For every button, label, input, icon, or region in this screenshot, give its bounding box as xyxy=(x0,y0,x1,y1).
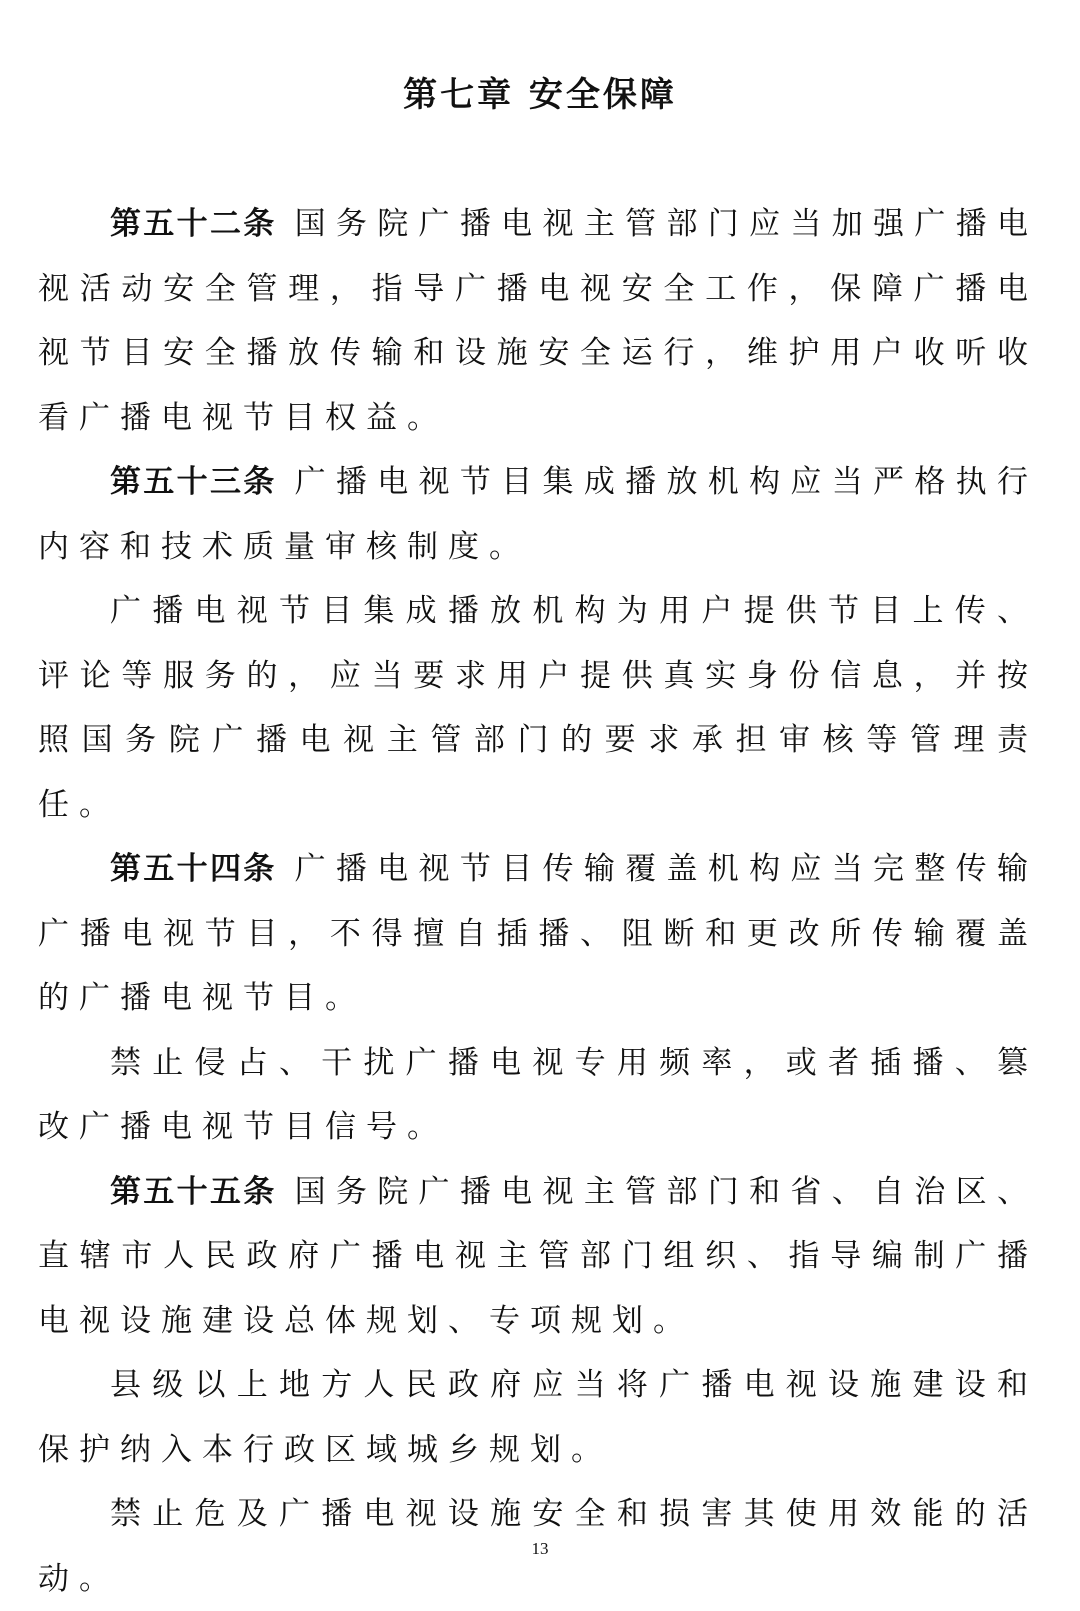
chapter-title: 第七章 安全保障 xyxy=(403,75,677,115)
page-number: 13 xyxy=(531,1539,549,1558)
article-53-label: 第五十三条 xyxy=(110,464,277,500)
article-54-clause-2: 禁止侵占、干扰广播电视专用频率，或者插播、篡改广播电视节目信号。 xyxy=(38,1044,1038,1145)
article-52-text: 国务院广播电视主管部门应当加强广播电视活动安全管理，指导广播电视安全工作，保障广播电视节目安全播放传输和设施安全运行，维护用户收听收看广播电视节目权益。 xyxy=(38,206,1039,436)
article-52-label: 第五十二条 xyxy=(110,206,277,242)
article-54-label: 第五十四条 xyxy=(110,851,277,887)
article-53-text: 广播电视节目集成播放机构应当严格执行内容和技术质量审核制度。 xyxy=(38,464,1039,565)
document-body xyxy=(38,192,1038,1611)
article-54-paragraph xyxy=(38,837,1038,1031)
article-55-clause-2: 县级以上地方人民政府应当将广播电视设施建设和保护纳入本行政区域城乡规划。 xyxy=(38,1367,1038,1468)
article-53-clause-2: 广播电视节目集成播放机构为用户提供节目上传、评论等服务的，应当要求用户提供真实身份信息，并按照国务院广播电视主管部门的要求承担审核等管理责任。 xyxy=(38,593,1038,823)
article-53-paragraph xyxy=(38,450,1038,579)
article-55-paragraph xyxy=(38,1160,1038,1354)
article-54-text: 广播电视节目传输覆盖机构应当完整传输广播电视节目，不得擅自插播、阻断和更改所传输覆盖的广播电视节目。 xyxy=(38,851,1039,1016)
article-55-clause-3: 禁止危及广播电视设施安全和损害其使用效能的活动。 xyxy=(38,1496,1038,1597)
article-52-paragraph xyxy=(38,192,1038,450)
article-55-text: 国务院广播电视主管部门和省、自治区、直辖市人民政府广播电视主管部门组织、指导编制广播电视设施建设总体规划、专项规划。 xyxy=(38,1173,1039,1339)
article-55-label: 第五十五条 xyxy=(110,1173,277,1210)
